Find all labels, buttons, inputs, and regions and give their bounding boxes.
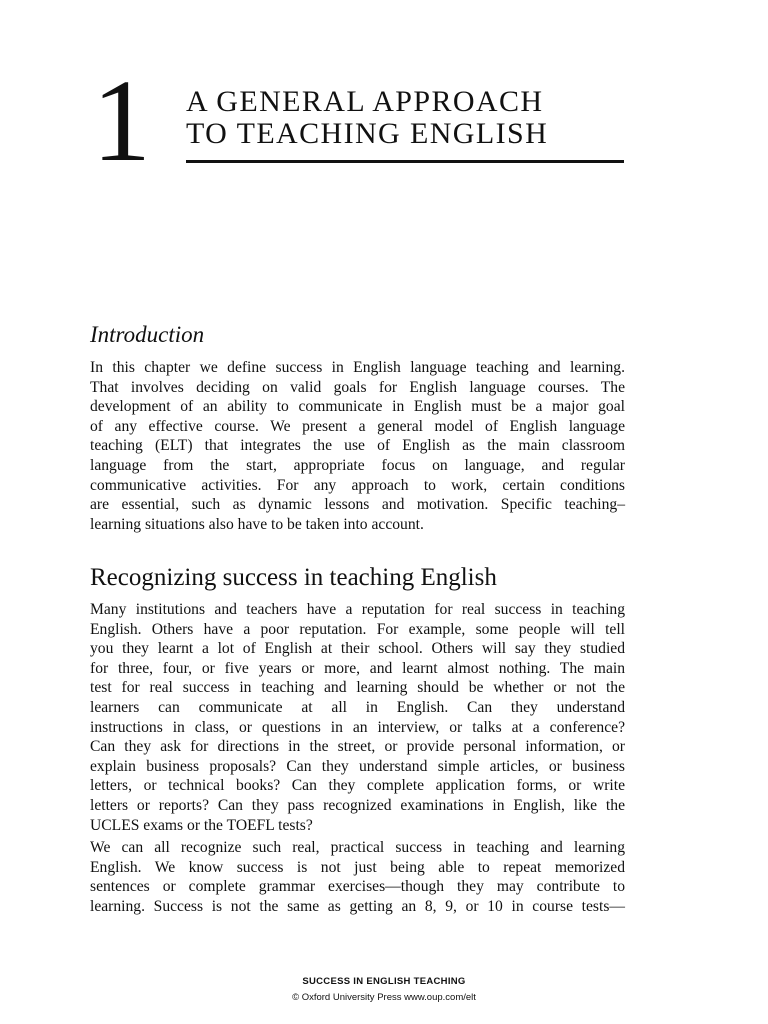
- introduction-heading: Introduction: [90, 322, 205, 347]
- recognizing-paragraph-1: [90, 600, 625, 835]
- text-line: for three, four, or five years or more, and learnt almost nothing. The main: [90, 659, 625, 677]
- text-line: Many institutions and teachers have a reputation for real success in teaching: [90, 601, 625, 618]
- introduction-paragraph: [90, 358, 625, 534]
- chapter-number: 1: [92, 55, 149, 186]
- footer-book-title: SUCCESS IN ENGLISH TEACHING: [302, 976, 466, 987]
- text-line: learning. Success is not the same as getting an 8, 9, or 10 in course tests—: [90, 897, 625, 915]
- recognizing-paragraph-2: [90, 838, 625, 916]
- text-line: of any effective course. We present a general model of English language: [90, 417, 625, 435]
- text-line: development of an ability to communicate in English must be a major goal: [90, 398, 625, 416]
- text-line: That involves deciding on valid goals for English language courses. The: [90, 378, 625, 396]
- text-line: sentences or complete grammar exercises—though they may contribute to: [90, 878, 625, 896]
- text-line: In this chapter we define success in English language teaching and learning.: [90, 359, 625, 376]
- text-line: learning situations also have to be taken into account.: [90, 515, 424, 533]
- text-line: letters, or technical books? Can they complete application forms, or write: [90, 777, 625, 795]
- text-line: you they learnt a lot of English at their school. Others will say they studied: [90, 640, 625, 658]
- text-line: instructions in class, or questions in an interview, or talks at a conference?: [90, 718, 625, 736]
- chapter-title-rule: [186, 160, 624, 163]
- text-line: UCLES exams or the TOEFL tests?: [90, 816, 313, 834]
- text-line: teaching (ELT) that integrates the use of English as the main classroom: [90, 437, 625, 455]
- text-line: English. We know success is not just being able to repeat memorized: [90, 858, 625, 876]
- text-line: We can all recognize such real, practical success in teaching and learning: [90, 839, 625, 856]
- chapter-title: [186, 86, 626, 150]
- footer-publisher-line: © Oxford University Press www.oup.com/elt: [292, 992, 476, 1003]
- text-line: Can they ask for directions in the street, or provide personal information, or: [90, 738, 625, 756]
- text-line: test for real success in teaching and learning should be whether or not the: [90, 679, 625, 697]
- text-line: letters or reports? Can they pass recognized examinations in English, like the: [90, 796, 625, 814]
- text-line: communicative activities. For any approach to work, certain conditions: [90, 476, 625, 494]
- text-line: English. Others have a poor reputation. For example, some people will tell: [90, 620, 625, 638]
- recognizing-success-heading: Recognizing success in teaching English: [90, 564, 497, 591]
- text-line: are essential, such as dynamic lessons and motivation. Specific teaching–: [90, 496, 625, 514]
- chapter-title-line: A GENERAL APPROACH: [186, 85, 544, 118]
- chapter-title-line: TO TEACHING ENGLISH: [186, 117, 549, 150]
- text-line: explain business proposals? Can they understand simple articles, or business: [90, 757, 625, 775]
- text-line: language from the start, appropriate focus on language, and regular: [90, 456, 625, 474]
- text-line: learners can communicate at all in English. Can they understand: [90, 698, 625, 716]
